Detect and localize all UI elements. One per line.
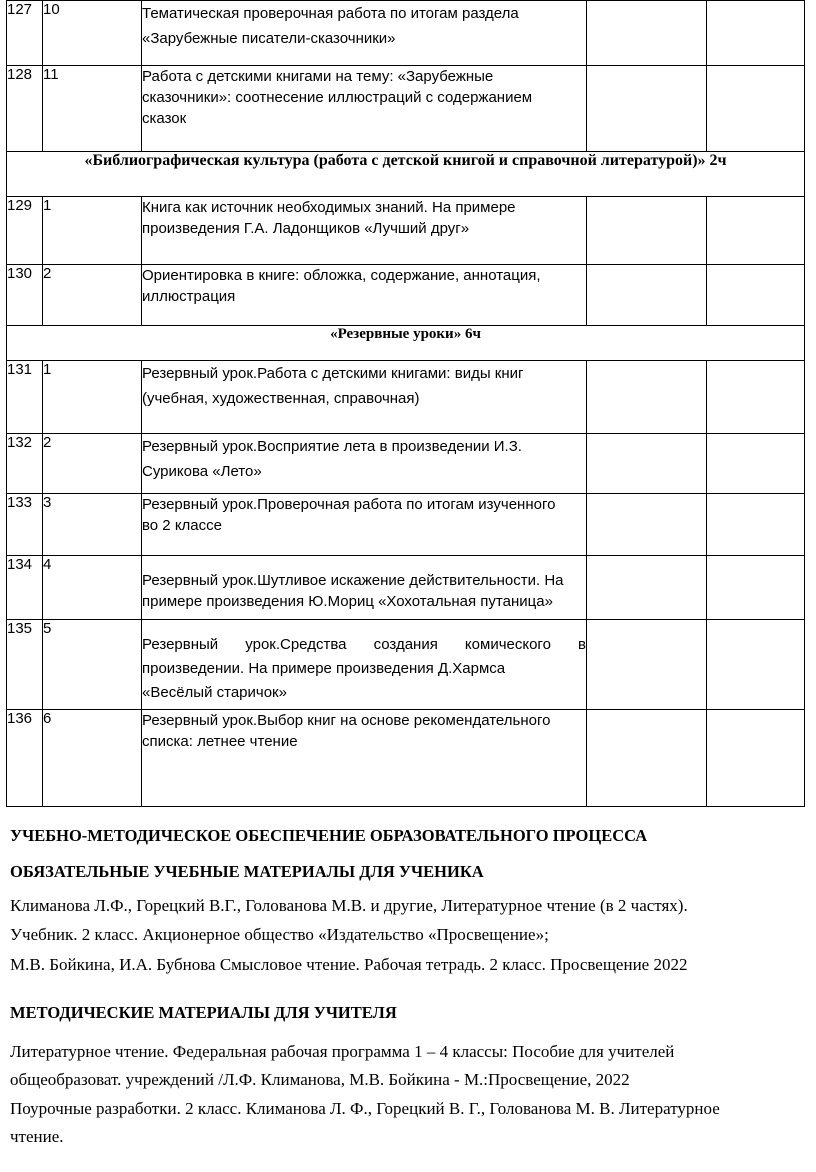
empty-cell <box>707 494 805 556</box>
empty-cell <box>707 710 805 807</box>
lesson-topic: Книга как источник необходимых знаний. На примере произведения Г.А. Ладонщиков «Лучший друг» <box>142 197 587 265</box>
lesson-sub-number: 10 <box>43 1 142 66</box>
teacher-material-line: Литературное чтение. Федеральная рабочая программа 1 – 4 классы: Пособие для учителей <box>10 1042 675 1061</box>
lesson-sub-number: 3 <box>43 494 142 556</box>
empty-cell <box>587 361 707 434</box>
table-row <box>7 361 805 434</box>
lesson-number: 135 <box>7 620 43 710</box>
empty-cell <box>707 434 805 494</box>
empty-cell <box>587 66 707 152</box>
table-row <box>7 494 805 556</box>
lesson-sub-number: 11 <box>43 66 142 152</box>
empty-cell <box>587 556 707 620</box>
lesson-topic: Резервный урок.Выбор книг на основе рекомендательного списка: летнее чтение <box>142 710 587 807</box>
empty-cell <box>587 710 707 807</box>
lesson-topic: Резервный урок.Средства создания комического в произведении. На примере произведения Д.Хармса «Весёлый старичок» <box>142 620 587 710</box>
empty-cell <box>707 361 805 434</box>
table-row <box>7 710 805 807</box>
section-heading: «Библиографическая культура (работа с детской книгой и справочной литературой)» 2ч <box>7 152 805 197</box>
table-row <box>7 620 805 710</box>
section-title-teacher-materials: МЕТОДИЧЕСКИЕ МАТЕРИАЛЫ ДЛЯ УЧИТЕЛЯ <box>10 1003 397 1022</box>
lesson-number: 136 <box>7 710 43 807</box>
lesson-sub-number: 1 <box>43 197 142 265</box>
lesson-number: 127 <box>7 1 43 66</box>
student-material-line: Климанова Л.Ф., Горецкий В.Г., Голованова М.В. и другие, Литературное чтение (в 2 частях). <box>10 896 688 915</box>
empty-cell <box>587 1 707 66</box>
table-row <box>7 434 805 494</box>
lesson-sub-number: 1 <box>43 361 142 434</box>
lesson-sub-number: 6 <box>43 710 142 807</box>
lesson-topic: Работа с детскими книгами на тему: «Зарубежные сказочники»: соотнесение иллюстраций с содержанием сказок <box>142 66 587 152</box>
table-row <box>7 265 805 326</box>
lesson-sub-number: 5 <box>43 620 142 710</box>
student-material-line: М.В. Бойкина, И.А. Бубнова Смысловое чтение. Рабочая тетрадь. 2 класс. Просвещение 2022 <box>10 955 688 974</box>
lesson-topic: Резервный урок.Восприятие лета в произведении И.З. Сурикова «Лето» <box>142 434 587 494</box>
section-title-student-materials: ОБЯЗАТЕЛЬНЫЕ УЧЕБНЫЕ МАТЕРИАЛЫ ДЛЯ УЧЕНИКА <box>10 862 484 881</box>
section-heading: «Резервные уроки» 6ч <box>7 326 805 361</box>
lesson-sub-number: 2 <box>43 434 142 494</box>
teacher-material-line: чтение. <box>10 1127 64 1146</box>
lesson-number: 132 <box>7 434 43 494</box>
lesson-number: 133 <box>7 494 43 556</box>
section-row <box>7 326 805 361</box>
empty-cell <box>587 265 707 326</box>
empty-cell <box>587 197 707 265</box>
empty-cell <box>707 197 805 265</box>
lesson-number: 134 <box>7 556 43 620</box>
lesson-number: 130 <box>7 265 43 326</box>
lesson-sub-number: 2 <box>43 265 142 326</box>
empty-cell <box>587 620 707 710</box>
table-row <box>7 197 805 265</box>
table-row <box>7 66 805 152</box>
lesson-number: 128 <box>7 66 43 152</box>
table-row <box>7 1 805 66</box>
empty-cell <box>707 265 805 326</box>
empty-cell <box>707 66 805 152</box>
section-row <box>7 152 805 197</box>
student-material-line: Учебник. 2 класс. Акционерное общество «Издательство «Просвещение»; <box>10 925 549 944</box>
lesson-topic: Ориентировка в книге: обложка, содержание, аннотация, иллюстрация <box>142 265 587 326</box>
teacher-material-line: Поурочные разработки. 2 класс. Климанова Л. Ф., Горецкий В. Г., Голованова М. В. Литературное <box>10 1099 720 1118</box>
lesson-plan-table <box>6 0 805 807</box>
lesson-sub-number: 4 <box>43 556 142 620</box>
table-row <box>7 556 805 620</box>
empty-cell <box>587 494 707 556</box>
empty-cell <box>707 1 805 66</box>
empty-cell <box>707 620 805 710</box>
lesson-topic: Резервный урок.Проверочная работа по итогам изученного во 2 классе <box>142 494 587 556</box>
lesson-topic: Тематическая проверочная работа по итогам раздела «Зарубежные писатели-сказочники» <box>142 1 587 66</box>
teacher-material-line: общеобразоват. учреждений /Л.Ф. Климанова, М.В. Бойкина - М.:Просвещение, 2022 <box>10 1070 630 1089</box>
lesson-topic: Резервный урок.Работа с детскими книгами: виды книг (учебная, художественная, справочная) <box>142 361 587 434</box>
lesson-number: 129 <box>7 197 43 265</box>
empty-cell <box>587 434 707 494</box>
lesson-topic: Резервный урок.Шутливое искажение действительности. На примере произведения Ю.Мориц «Хохотальная путаница» <box>142 556 587 620</box>
section-title-materials: УЧЕБНО-МЕТОДИЧЕСКОЕ ОБЕСПЕЧЕНИЕ ОБРАЗОВАТЕЛЬНОГО ПРОЦЕССА <box>10 826 648 845</box>
empty-cell <box>707 556 805 620</box>
lesson-number: 131 <box>7 361 43 434</box>
